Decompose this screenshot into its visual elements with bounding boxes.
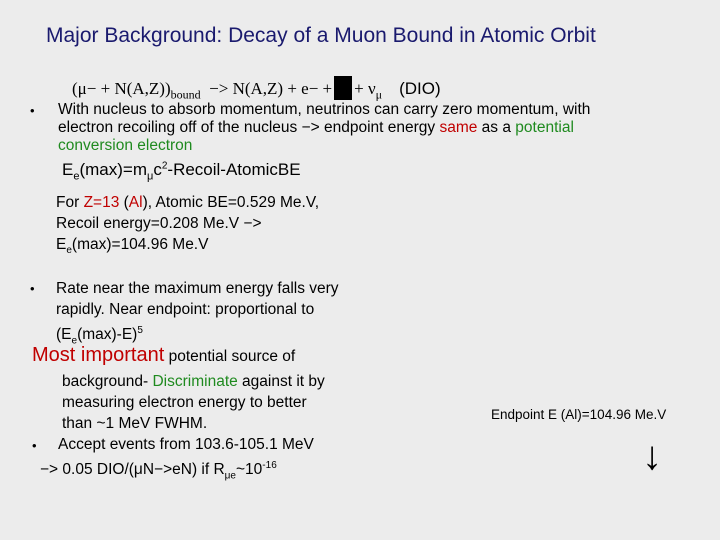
emax-c: c bbox=[153, 160, 162, 179]
bg-line3: than ~1 MeV FWHM. bbox=[62, 415, 208, 432]
rate-line2: rapidly. Near endpoint: proportional to bbox=[56, 301, 315, 318]
accept-sup: -16 bbox=[262, 460, 277, 471]
bullet1-text bbox=[58, 101, 590, 155]
accept-r-sub: μe bbox=[224, 470, 236, 482]
al-example bbox=[56, 192, 319, 261]
emax-e-sub: e bbox=[73, 170, 80, 183]
bullet1-line3: conversion electron bbox=[58, 137, 193, 154]
eq-arrow: −> bbox=[209, 79, 229, 98]
bg-line1a: background- bbox=[62, 373, 153, 390]
accept-text bbox=[40, 434, 314, 486]
down-arrow-icon: ↓ bbox=[642, 433, 662, 478]
most-important-big: Most important bbox=[32, 344, 165, 366]
eq-label: (DIO) bbox=[399, 79, 441, 98]
bg-line2: measuring electron energy to better bbox=[62, 394, 307, 411]
emax-formula bbox=[62, 160, 301, 182]
bullet1-line1: With nucleus to absorb momentum, neutrinos can carry zero momentum, with bbox=[58, 101, 591, 118]
dio-equation bbox=[72, 76, 441, 102]
eq-lhs-sub: bound bbox=[170, 87, 201, 102]
bullet-marker-2: • bbox=[30, 281, 35, 296]
rate-line3a: (E bbox=[56, 326, 72, 344]
eq-nu-sub: μ bbox=[375, 87, 383, 102]
al-symbol: Al bbox=[128, 194, 143, 211]
emax-mid: (max)=m bbox=[79, 160, 147, 179]
word-potential: potential bbox=[515, 119, 574, 136]
bullet-marker-3: • bbox=[32, 438, 37, 453]
emax-rest: -Recoil-AtomicBE bbox=[167, 160, 301, 179]
emax-e: E bbox=[62, 160, 74, 179]
al-for: For bbox=[56, 194, 84, 211]
al-line3 bbox=[56, 234, 319, 261]
endpoint-label: Endpoint E (Al)=104.96 Me.V bbox=[491, 407, 667, 422]
emax-c-sup: 2 bbox=[161, 160, 168, 172]
slide-title: Major Background: Decay of a Muon Bound in Atomic Orbit bbox=[46, 24, 596, 47]
word-same: same bbox=[439, 119, 478, 136]
eq-rhs: N(A,Z) + e− + bbox=[232, 79, 333, 98]
bg-line1b: against it by bbox=[237, 373, 325, 390]
eq-rhs2: + ν bbox=[354, 79, 376, 98]
al-emax-value: (max)=104.96 Me.V bbox=[71, 236, 209, 253]
al-e-sub: e bbox=[66, 245, 72, 257]
rate-text bbox=[56, 278, 339, 351]
accept-line1: Accept events from 103.6-105.1 MeV bbox=[58, 436, 314, 453]
redaction-box bbox=[334, 76, 352, 100]
rate-line3b: (max)-E) bbox=[77, 326, 138, 344]
word-discriminate: Discriminate bbox=[152, 373, 238, 390]
accept-line2 bbox=[40, 455, 314, 486]
al-z: Z=13 bbox=[83, 194, 120, 211]
eq-lhs: (μ− + N(A,Z)) bbox=[72, 79, 171, 98]
al-paren-close: ), Atomic BE=0.529 Me.V, bbox=[142, 194, 320, 211]
most-important-small: potential source of bbox=[164, 348, 296, 365]
rate-sup: 5 bbox=[137, 325, 143, 336]
al-paren-open: ( bbox=[119, 194, 129, 211]
emax-mu-sub: μ bbox=[147, 170, 154, 183]
al-line1 bbox=[56, 192, 319, 213]
most-important-heading bbox=[32, 344, 295, 367]
bullet-marker-1: • bbox=[30, 103, 35, 118]
rate-line1: Rate near the maximum energy falls very bbox=[56, 280, 339, 297]
bullet1-line2a: electron recoiling off of the nucleus −> endpoint energy bbox=[58, 119, 440, 136]
background-text bbox=[62, 371, 325, 434]
bullet1-line2b: as a bbox=[477, 119, 516, 136]
bullet1-line2 bbox=[58, 119, 590, 137]
bg-line1 bbox=[62, 371, 325, 392]
accept-line2b: ~10 bbox=[236, 461, 263, 479]
rate-e-sub: e bbox=[71, 335, 78, 347]
al-line2: Recoil energy=0.208 Me.V −> bbox=[56, 215, 262, 232]
al-e: E bbox=[56, 236, 67, 253]
accept-line2a: −> 0.05 DIO/(μN−>eN) if R bbox=[40, 461, 225, 479]
